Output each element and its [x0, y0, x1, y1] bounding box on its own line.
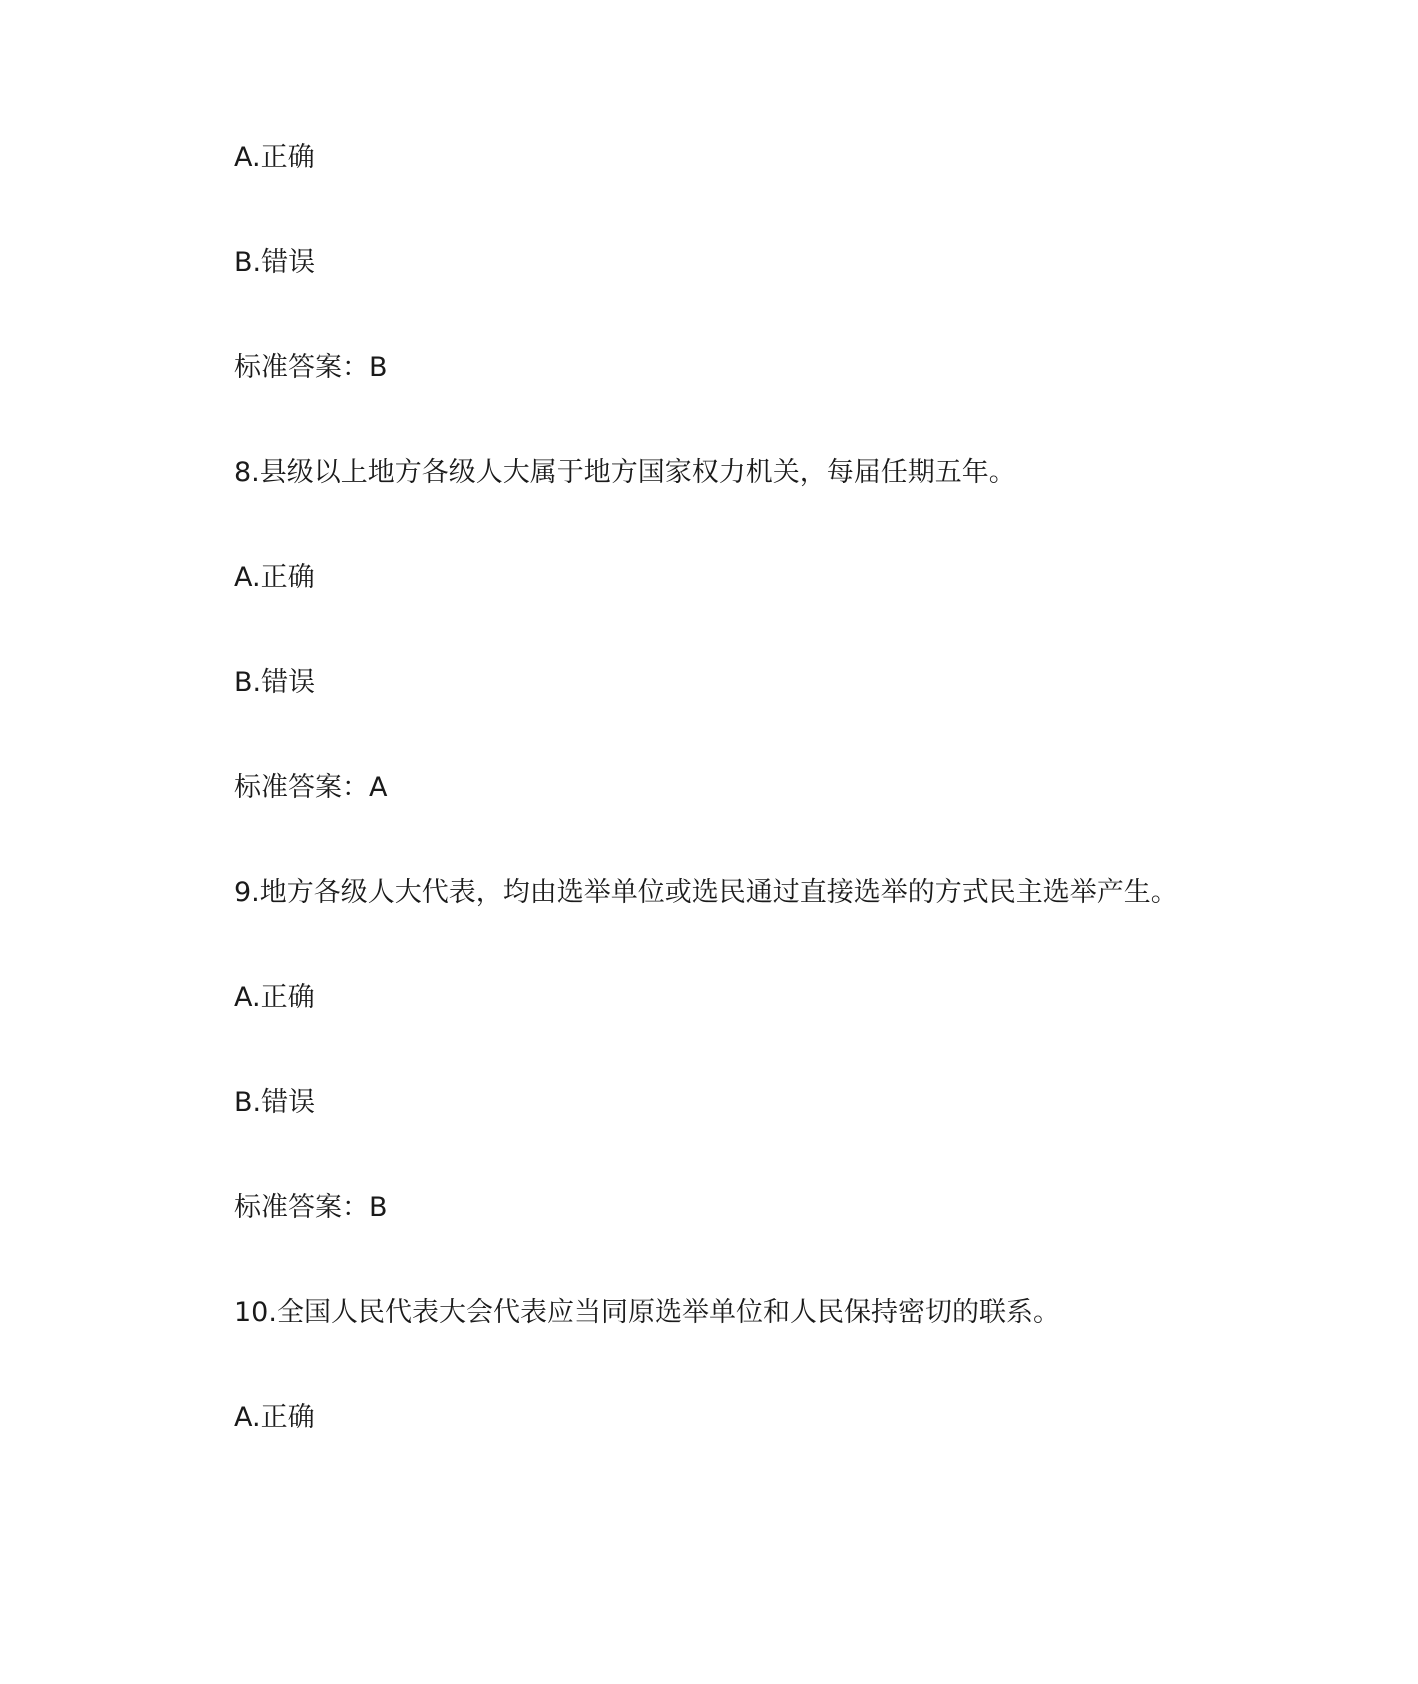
q8-option-b: B.错误 — [234, 667, 316, 698]
q9-question: 9.地方各级人大代表，均由选举单位或选民通过直接选举的方式民主选举产生。 — [234, 877, 1178, 908]
q10-question: 10.全国人民代表大会代表应当同原选举单位和人民保持密切的联系。 — [234, 1297, 1060, 1328]
q10-option-a: A.正确 — [234, 1402, 315, 1433]
q9-option-b: B.错误 — [234, 1087, 316, 1118]
q9-answer: 标准答案：B — [234, 1192, 388, 1223]
q8-option-a: A.正确 — [234, 562, 315, 593]
q7-option-b: B.错误 — [234, 247, 316, 278]
q7-answer: 标准答案：B — [234, 352, 388, 383]
q9-option-a: A.正确 — [234, 982, 315, 1013]
q7-option-a: A.正确 — [234, 142, 315, 173]
q8-question: 8.县级以上地方各级人大属于地方国家权力机关，每届任期五年。 — [234, 457, 1016, 488]
q8-answer: 标准答案：A — [234, 772, 388, 803]
